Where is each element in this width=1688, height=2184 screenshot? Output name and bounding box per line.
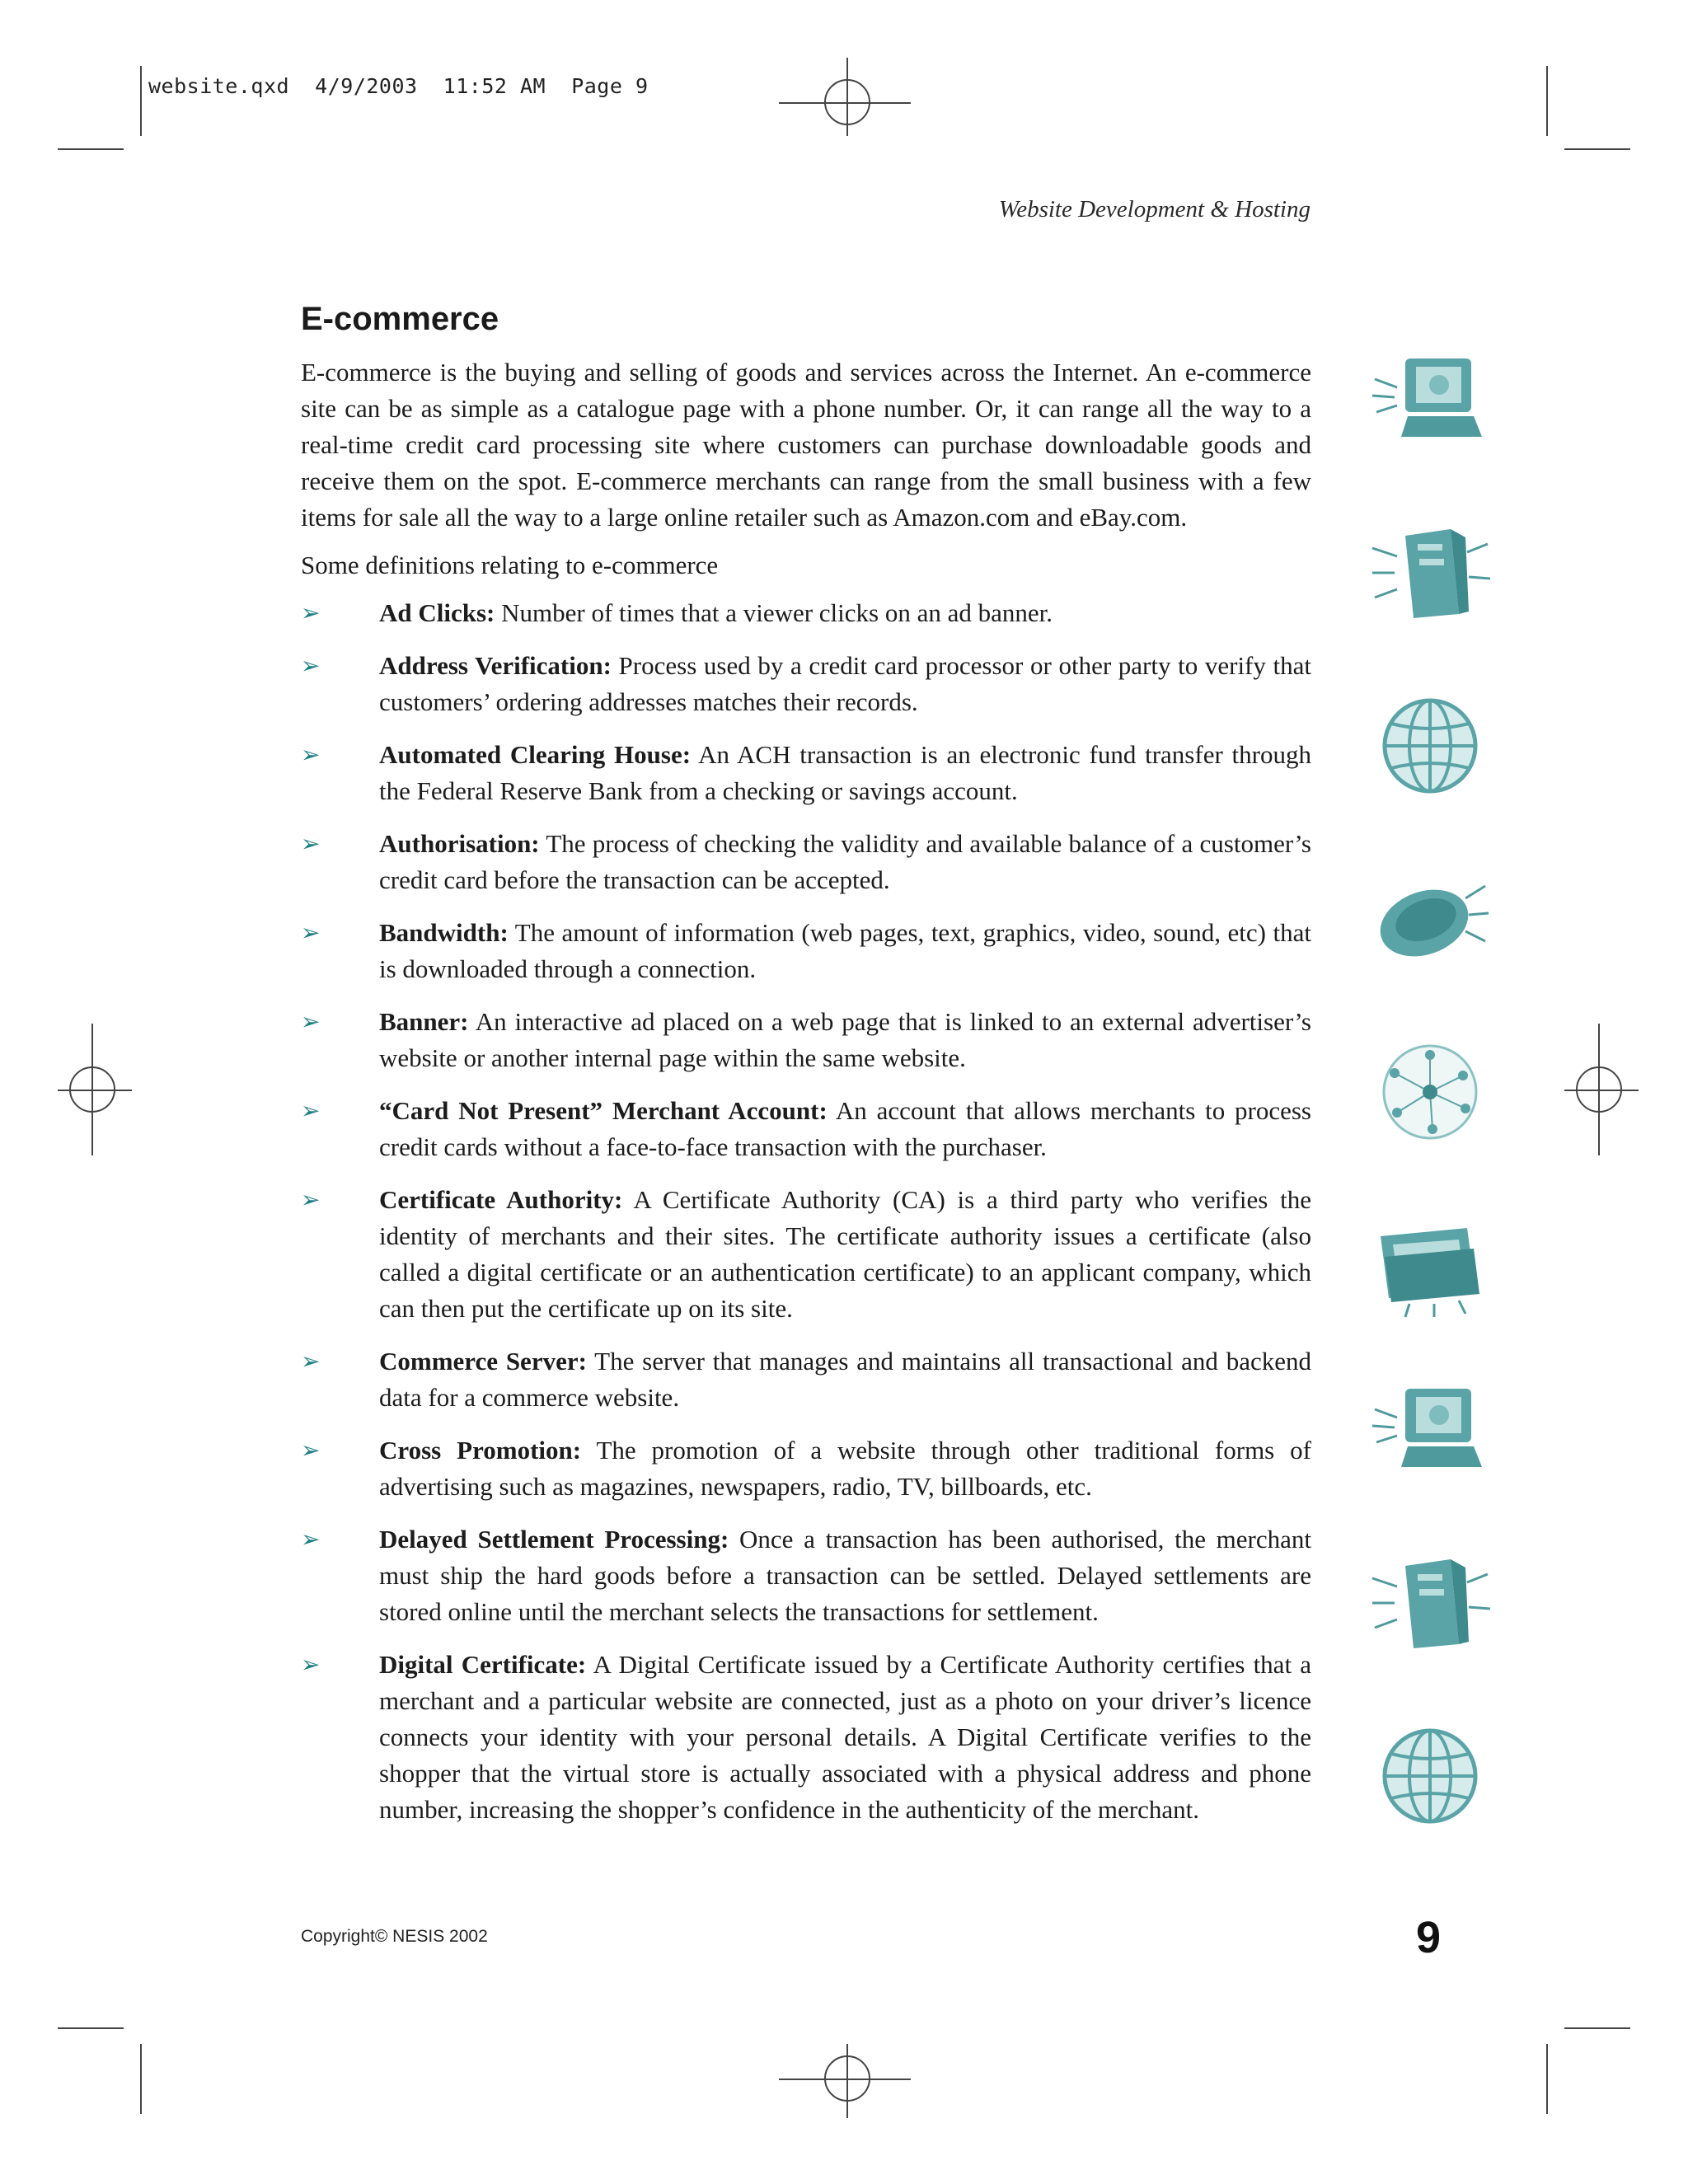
definition-term: Certificate Authority: bbox=[379, 1185, 623, 1214]
definition-item bbox=[301, 1521, 1311, 1630]
main-content bbox=[301, 301, 1311, 1844]
network-hub-icon bbox=[1368, 1038, 1492, 1146]
crop-mark bbox=[1564, 148, 1630, 150]
definition-item bbox=[301, 1647, 1311, 1828]
crop-mark bbox=[1546, 66, 1548, 136]
arrow-bullet-icon: ➢ bbox=[301, 919, 321, 946]
definition-term: Digital Certificate: bbox=[379, 1650, 587, 1679]
arrow-bullet-icon: ➢ bbox=[301, 1651, 321, 1678]
definition-text: The server that manages and maintains all transactional and backend data for a commerce website. bbox=[379, 1347, 1311, 1412]
definition-text: The process of checking the validity and available balance of a customer’s credit card before the transaction can be accepted. bbox=[379, 829, 1311, 894]
definition-term: “Card Not Present” Merchant Account: bbox=[379, 1096, 828, 1125]
computer-monitor-icon bbox=[1368, 346, 1492, 453]
crop-mark bbox=[140, 66, 142, 136]
crop-mark bbox=[1546, 2044, 1548, 2114]
arrow-bullet-icon: ➢ bbox=[301, 1347, 321, 1375]
definition-list bbox=[301, 595, 1311, 1828]
definition-term: Automated Clearing House: bbox=[379, 740, 692, 769]
definitions-intro: Some definitions relating to e-commerce bbox=[301, 551, 719, 579]
definition-term: Authorisation: bbox=[379, 829, 540, 858]
arrow-bullet-icon: ➢ bbox=[301, 1526, 321, 1553]
registration-line bbox=[846, 2044, 848, 2118]
crop-mark bbox=[1564, 2027, 1630, 2029]
intro-paragraph: E-commerce is the buying and selling of goods and services across the Internet. An e-commerce site can be as simple as a catalogue page with a phone number. Or, it can range all the way to a real-time credit card processing site where customers can purchase downloadable goods and receive them on the spot. E-commerce merchants can range from the small business with a few items for sale all the way to a large online retailer such as Amazon.com and eBay.com. bbox=[301, 358, 1311, 532]
arrow-bullet-icon: ➢ bbox=[301, 830, 321, 857]
definition-text: An account that allows merchants to process credit cards without a face-to-face transaction with the purchaser. bbox=[379, 1096, 1311, 1161]
definition-term: Cross Promotion: bbox=[379, 1436, 582, 1465]
definition-term: Ad Clicks: bbox=[379, 598, 495, 627]
arrow-bullet-icon: ➢ bbox=[301, 599, 321, 626]
definition-term: Address Verification: bbox=[379, 651, 612, 680]
definition-term: Delayed Settlement Processing: bbox=[379, 1525, 729, 1554]
page-number: 9 bbox=[1416, 1913, 1442, 1962]
print-slug: website.qxd 4/9/2003 11:52 AM Page 9 bbox=[148, 74, 649, 98]
definition-term: Banner: bbox=[379, 1007, 469, 1036]
definition-text: Number of times that a viewer clicks on an ad banner. bbox=[495, 598, 1053, 627]
satellite-dish-icon bbox=[1368, 865, 1492, 972]
computer-monitor-icon bbox=[1368, 1376, 1492, 1483]
definition-item bbox=[301, 915, 1311, 987]
footer-copyright: Copyright© NESIS 2002 bbox=[301, 1927, 488, 1946]
crop-mark bbox=[58, 148, 124, 150]
definition-item bbox=[301, 1432, 1311, 1505]
definition-item bbox=[301, 1343, 1311, 1416]
globe-icon bbox=[1368, 692, 1492, 799]
definition-text: An ACH transaction is an electronic fund transfer through the Federal Reserve Bank from a checking or savings account. bbox=[379, 740, 1311, 805]
crop-mark bbox=[58, 2027, 124, 2029]
folder-icon bbox=[1368, 1212, 1492, 1319]
arrow-bullet-icon: ➢ bbox=[301, 1008, 321, 1035]
arrow-bullet-icon: ➢ bbox=[301, 652, 321, 679]
registration-line bbox=[91, 1024, 93, 1155]
definition-text: A Certificate Authority (CA) is a third party who verifies the identity of merchants and their sites. The certificate authority issues a certificate (also called a digital certificate or an authentication certificate) to an applicant company, which can then put the certificate up on its site. bbox=[379, 1185, 1311, 1323]
definition-text: Process used by a credit card processor or other party to verify that customers’ ordering addresses matches their records. bbox=[379, 651, 1312, 716]
registration-line bbox=[1598, 1024, 1600, 1155]
definition-item bbox=[301, 1182, 1311, 1327]
arrow-bullet-icon: ➢ bbox=[301, 1436, 321, 1464]
section-title: E-commerce bbox=[301, 301, 499, 337]
globe-icon bbox=[1368, 1722, 1492, 1830]
definition-item bbox=[301, 826, 1311, 898]
arrow-bullet-icon: ➢ bbox=[301, 1186, 321, 1213]
definition-item bbox=[301, 1093, 1311, 1165]
registration-line bbox=[779, 102, 911, 104]
definition-text: Once a transaction has been authorised, the merchant must ship the hard goods before a transaction can be settled. Delayed settlements are stored online until the merchant selects the transactions for settlement. bbox=[379, 1525, 1311, 1626]
registration-line bbox=[846, 58, 848, 136]
registration-line bbox=[779, 2079, 911, 2080]
definition-text: An interactive ad placed on a web page that is linked to an external advertiser’s website or another internal page within the same website. bbox=[379, 1007, 1311, 1072]
server-tower-icon bbox=[1368, 519, 1492, 626]
crop-mark bbox=[140, 2044, 142, 2114]
server-tower-icon bbox=[1368, 1549, 1492, 1657]
definition-item bbox=[301, 1004, 1311, 1076]
definition-text: The promotion of a website through other traditional forms of advertising such as magazines, newspapers, radio, TV, billboards, etc. bbox=[379, 1436, 1311, 1501]
definition-term: Bandwidth: bbox=[379, 918, 509, 947]
definition-term: Commerce Server: bbox=[379, 1347, 587, 1376]
definition-item bbox=[301, 648, 1311, 720]
running-head: Website Development & Hosting bbox=[998, 196, 1311, 223]
definition-item bbox=[301, 595, 1311, 631]
arrow-bullet-icon: ➢ bbox=[301, 741, 321, 768]
registration-line bbox=[1564, 1090, 1639, 1091]
arrow-bullet-icon: ➢ bbox=[301, 1097, 321, 1124]
definition-text: A Digital Certificate issued by a Certificate Authority certifies that a merchant and a particular website are connected, just as a photo on your driver’s licence connects your identity with your personal details. A Digital Certificate verifies to the shopper that the virtual store is actually associated with a physical address and phone number, increasing the shopper’s confidence in the authenticity of the merchant. bbox=[379, 1650, 1311, 1824]
registration-line bbox=[58, 1090, 132, 1091]
definition-item bbox=[301, 737, 1311, 809]
definition-text: The amount of information (web pages, text, graphics, video, sound, etc) that is downloaded through a connection. bbox=[379, 918, 1311, 983]
